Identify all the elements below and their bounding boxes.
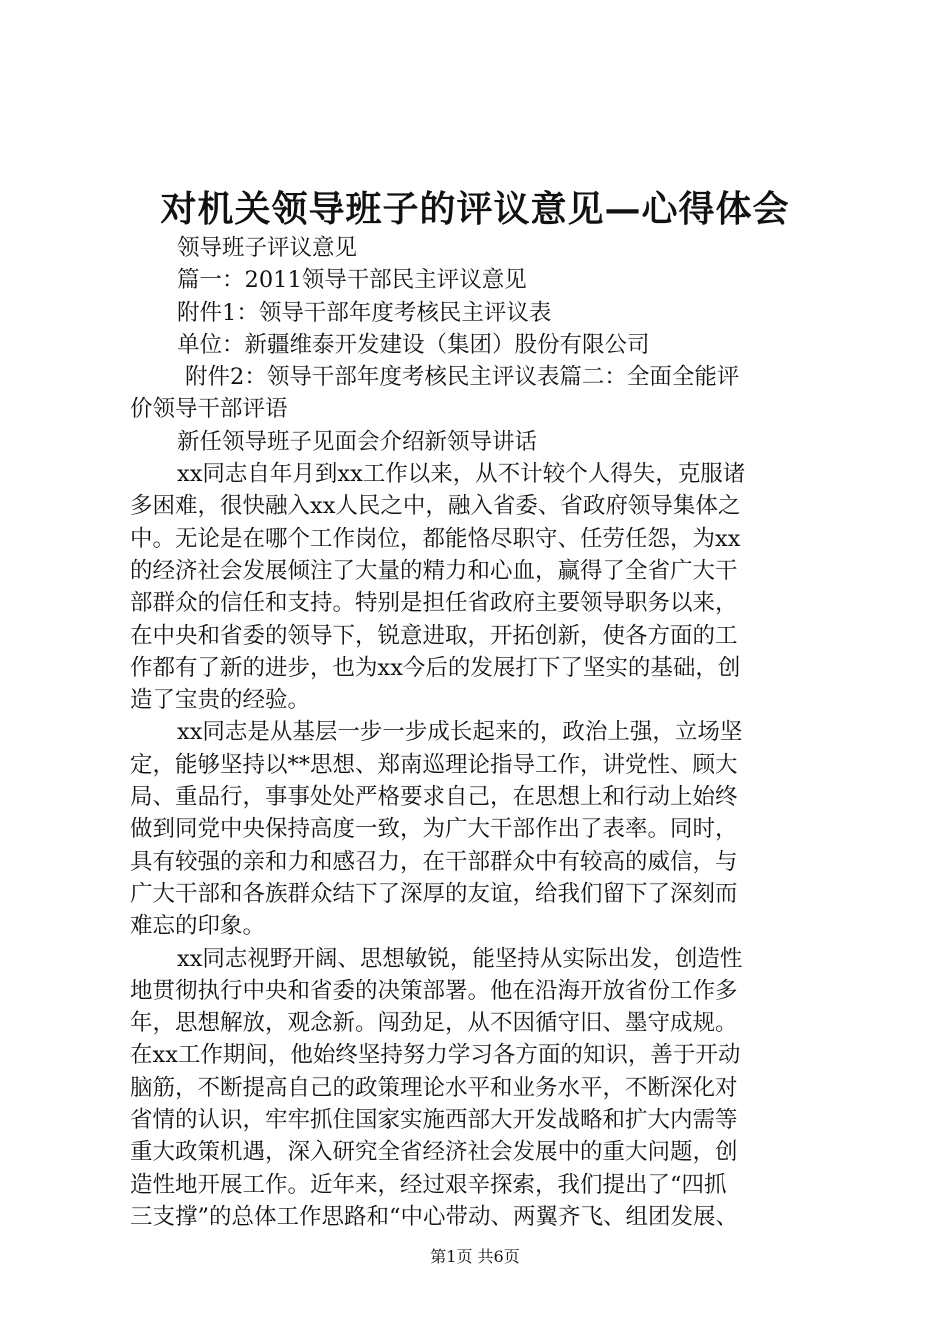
text-line: 地贯彻执行中央和省委的决策部署。他在沿海开放省份工作多 [130, 977, 738, 1004]
text-line: 重大政策机遇，深入研究全省经济社会发展中的重大问题，创 [130, 1139, 738, 1166]
document-body [130, 232, 842, 1233]
text-line: 三支撑”的总体工作思路和“中心带动、两翼齐飞、组团发展、 [130, 1203, 739, 1230]
text-line: 附件2：领导干部年度考核民主评议表篇二：全面全能评 [185, 364, 740, 391]
text-line: 广大干部和各族群众结下了深厚的友谊，给我们留下了深刻而 [130, 880, 738, 907]
text-line: 篇一：2011领导干部民主评议意见 [177, 267, 527, 294]
text-line: xx同志自年月到xx工作以来，从不计较个人得失，克服诸 [177, 461, 746, 488]
text-line: 在中央和省委的领导下，锐意进取，开拓创新，使各方面的工 [130, 622, 738, 649]
text-line: 年，思想解放，观念新。闯劲足，从不因循守旧、墨守成规。 [130, 1010, 738, 1037]
text-line: xx同志视野开阔、思想敏锐，能坚持从实际出发，创造性 [177, 945, 743, 972]
text-line: 中。无论是在哪个工作岗位，都能恪尽职守、任劳任怨，为xx [130, 525, 741, 552]
text-line: 造了宝贵的经验。 [130, 687, 311, 714]
text-line: 附件1：领导干部年度考核民主评议表 [177, 299, 552, 326]
text-line: 具有较强的亲和力和感召力，在干部群众中有较高的威信，与 [130, 848, 738, 875]
text-line: 领导班子评议意见 [177, 235, 358, 261]
text-line: 多困难，很快融入xx人民之中，融入省委、省政府领导集体之 [130, 493, 741, 520]
text-line: 的经济社会发展倾注了大量的精力和心血，赢得了全省广大干 [130, 557, 738, 584]
text-line: 价领导干部评语 [130, 396, 288, 423]
text-line: 脑筋，不断提高自己的政策理论水平和业务水平，不断深化对 [130, 1074, 738, 1101]
text-line: 局、重品行，事事处处严格要求自己，在思想上和行动上始终 [130, 784, 738, 811]
text-line: 新任领导班子见面会介绍新领导讲话 [177, 428, 538, 455]
text-line: 单位：新疆维泰开发建设（集团）股份有限公司 [177, 331, 650, 358]
text-line: 作都有了新的进步，也为xx今后的发展打下了坚实的基础，创 [130, 654, 741, 681]
text-line: 省情的认识，牢牢抓住国家实施西部大开发战略和扩大内需等 [130, 1107, 738, 1134]
text-line: 造性地开展工作。近年来，经过艰辛探索，我们提出了“四抓 [130, 1171, 727, 1198]
text-line: 部群众的信任和支持。特别是担任省政府主要领导职务以来， [130, 590, 738, 617]
text-line: 做到同党中央保持高度一致，为广大干部作出了表率。同时， [130, 816, 738, 843]
page-footer: 第1页 共6页 [430, 1247, 520, 1266]
text-line: 定，能够坚持以**思想、郑南巡理论指导工作，讲党性、顾大 [130, 751, 738, 778]
text-line: xx同志是从基层一步一步成长起来的，政治上强，立场坚 [177, 719, 743, 746]
document-title: 对机关领导班子的评议意见—心得体会 [160, 188, 790, 230]
text-line: 在xx工作期间，他始终坚持努力学习各方面的知识，善于开动 [130, 1042, 741, 1069]
text-line: 难忘的印象。 [130, 913, 266, 940]
